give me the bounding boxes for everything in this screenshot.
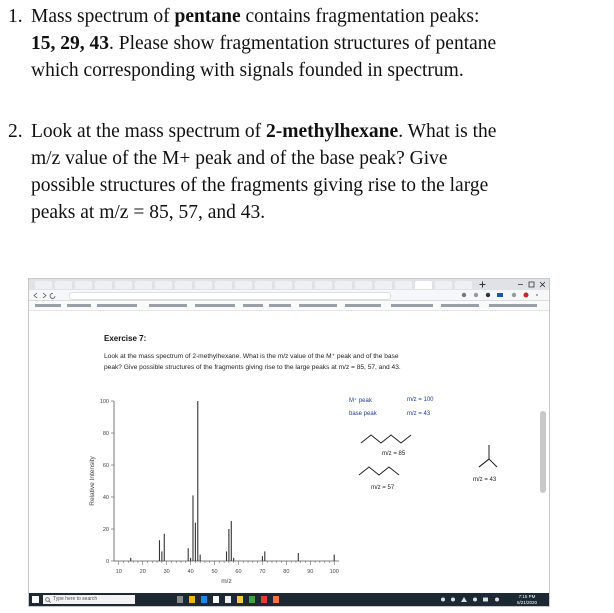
chrome-icon[interactable] [249, 596, 255, 603]
browser-tab-bar [29, 279, 549, 290]
x-tick-label: 80 [283, 569, 290, 575]
bookmark[interactable] [243, 304, 263, 307]
app-icon[interactable] [261, 596, 267, 603]
clock-date: 5/21/2020 [517, 599, 538, 605]
x-tick-label: 70 [259, 569, 266, 575]
taskbar-search[interactable] [43, 595, 135, 604]
windows-start-icon[interactable] [32, 596, 39, 603]
x-tick-label: 30 [163, 569, 170, 575]
mass-spectrum-chart [84, 391, 349, 599]
bookmark[interactable] [67, 304, 91, 307]
x-tick-label: 40 [187, 569, 194, 575]
exercise-line-2: peak? Give possible structures of the fragments giving rise to the large peaks at m/z = 85, 57, and 43. [104, 364, 401, 371]
text: Look at the mass spectrum of [31, 121, 267, 142]
browser-tab[interactable] [375, 281, 392, 289]
browser-tab[interactable] [195, 281, 212, 289]
compound-name: 2-methylhexane [266, 121, 399, 142]
extension-icons[interactable] [459, 291, 544, 299]
mail-icon[interactable] [225, 596, 231, 603]
app-icon[interactable] [237, 596, 243, 603]
browser-tab[interactable] [155, 281, 172, 289]
y-tick-label: 40 [102, 495, 109, 501]
windows-taskbar [29, 593, 549, 606]
clock-time: 7:15 PM [518, 594, 536, 599]
base-peak-value: m/z = 43 [407, 411, 431, 417]
exercise-text [104, 351, 499, 373]
text: . What is the [398, 121, 497, 142]
browser-tab[interactable] [95, 281, 112, 289]
bookmark[interactable] [489, 304, 537, 307]
navigation-icons[interactable] [33, 292, 63, 299]
question-1-line-1 [31, 3, 608, 30]
x-tick-label: 20 [139, 569, 146, 575]
question-number: 1. [8, 6, 23, 27]
base-peak-label: base peak [349, 411, 377, 417]
task-view-icon[interactable] [177, 596, 183, 603]
question-1-line-3: which corresponding with signals founded in spectrum. [31, 60, 464, 81]
store-icon[interactable] [213, 596, 219, 603]
bookmark[interactable] [269, 304, 291, 307]
browser-tab[interactable] [455, 281, 472, 289]
window-controls-icon[interactable] [517, 281, 545, 288]
file-explorer-icon[interactable] [189, 596, 195, 603]
browser-tab[interactable] [355, 281, 372, 289]
exercise-line-1: Look at the mass spectrum of 2-methylhexane. What is the m/z value of the M⁺ peak and of the base [104, 353, 399, 360]
question-2-line-3: possible structures of the fragments giving rise to the large [31, 175, 489, 196]
y-tick-label: 80 [102, 431, 109, 437]
bookmark[interactable] [35, 304, 61, 307]
bookmark[interactable] [345, 304, 381, 307]
peak-list: 15, 29, 43 [31, 33, 109, 54]
x-tick-label: 50 [211, 569, 218, 575]
bookmark[interactable] [97, 304, 137, 307]
browser-tab[interactable] [395, 281, 412, 289]
web-page-content [29, 311, 549, 593]
x-tick-label: 90 [307, 569, 314, 575]
fragment-43-structure [475, 443, 499, 475]
y-tick-label: 60 [102, 463, 109, 469]
question-1 [8, 3, 608, 84]
address-bar [29, 290, 549, 301]
x-tick-label: 60 [235, 569, 242, 575]
browser-tab[interactable] [335, 281, 352, 289]
bookmark[interactable] [391, 304, 433, 307]
question-number: 2. [8, 121, 23, 142]
bookmark[interactable] [195, 304, 235, 307]
edge-icon[interactable] [201, 596, 207, 603]
embedded-screenshot [28, 278, 550, 607]
question-2-line-1 [31, 118, 608, 145]
browser-tab[interactable] [135, 281, 152, 289]
mplus-value: m/z = 100 [407, 397, 434, 403]
compound-name: pentane [174, 6, 241, 27]
text: Mass spectrum of [31, 6, 175, 27]
fragment-57-structure [357, 462, 401, 480]
question-2-line-2: m/z value of the M+ peak and of the base peak? Give [31, 148, 448, 169]
system-tray-icons[interactable] [439, 596, 509, 603]
url-field[interactable] [69, 292, 391, 300]
search-icon [45, 597, 51, 603]
browser-tab[interactable] [115, 281, 132, 289]
question-2 [8, 118, 608, 226]
browser-tab[interactable] [275, 281, 292, 289]
bookmark[interactable] [441, 304, 479, 307]
browser-tab[interactable] [75, 281, 92, 289]
app-icon[interactable] [273, 596, 279, 603]
y-tick-label: 20 [102, 527, 109, 533]
x-tick-label: 10 [115, 569, 122, 575]
y-axis-label: Relative Intensity [89, 456, 96, 506]
browser-tab[interactable] [175, 281, 192, 289]
question-1-line-2 [31, 30, 608, 57]
new-tab-icon[interactable] [479, 281, 486, 288]
y-tick-label: 0 [105, 559, 109, 565]
y-tick-label: 100 [99, 399, 109, 405]
text: . Please show fragmentation structures of pentane [109, 33, 497, 54]
scrollbar[interactable] [540, 411, 546, 493]
browser-tab[interactable] [235, 281, 252, 289]
x-axis-label: m/z [221, 578, 232, 585]
fragment-57-label: m/z = 57 [371, 485, 395, 491]
browser-tab[interactable] [255, 281, 272, 289]
browser-tab[interactable] [55, 281, 72, 289]
browser-tab[interactable] [435, 281, 452, 289]
bookmark[interactable] [149, 304, 187, 307]
browser-tab[interactable] [315, 281, 332, 289]
active-browser-tab[interactable] [415, 281, 432, 289]
bookmark[interactable] [299, 304, 337, 307]
fragment-85-structure [359, 431, 419, 447]
question-2-line-4: peaks at m/z = 85, 57, and 43. [31, 202, 266, 223]
exercise-title: Exercise 7: [104, 334, 147, 343]
bookmarks-bar [29, 301, 549, 311]
text: contains fragmentation peaks: [240, 6, 480, 27]
fragment-43-label: m/z = 43 [473, 477, 497, 483]
mplus-label: M⁺ peak [349, 398, 372, 404]
browser-tab[interactable] [35, 281, 52, 289]
x-tick-label: 100 [329, 569, 339, 575]
browser-tab[interactable] [295, 281, 312, 289]
taskbar-clock[interactable] [517, 594, 537, 605]
fragment-85-label: m/z = 85 [382, 451, 406, 457]
taskbar-search-placeholder: Type here to search [53, 596, 98, 602]
browser-tab[interactable] [215, 281, 232, 289]
